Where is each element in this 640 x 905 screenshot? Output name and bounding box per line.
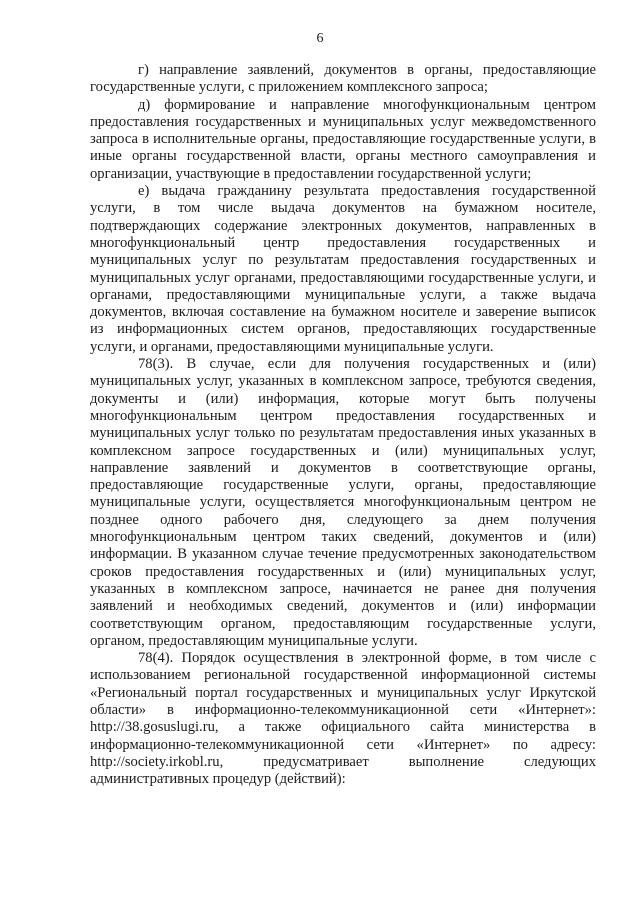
paragraph-78-4: 78(4). Порядок осуществления в электронной форме, в том числе с использованием региональной государственной информационной системы «Региональный портал государственных и муниципальных услуг Иркутской области» в информационно-телекоммуникационной сети «Интернет»: http://38.gosuslugi.ru, а также официального сайта министерства в информационно-телекоммуникационной сети «Интернет» по адресу: http://society.irkobl.ru, предусматривает выполнение следующих административных процедур (действий): [90,650,596,788]
paragraph-e: е) выдача гражданину результата предоставления государственной услуги, в том числе выдача документов на бумажном носителе, подтверждающих содержание электронных документов, направленных в многофункциональный центр предоставления государственных и муниципальных услуг по результатам предоставления государственных и муниципальных услуг органами, предоставляющими государственные услуги, и органами, предоставляющими муниципальные услуги, а также выдача документов, включая составление на бумажном носителе и заверение выписок из информационных систем органов, предоставляющих государственные услуги, и органами, предоставляющими муниципальные услуги. [90,183,596,355]
paragraph-d: д) формирование и направление многофункциональным центром предоставления государственных и муниципальных услуг межведомственного запроса в исполнительные органы, предоставляющие государственные услуги, в иные органы государственной власти, органы местного самоуправления и организации, участвующие в предоставлении государственной услуги; [90,96,596,182]
paragraph-78-3: 78(3). В случае, если для получения государственных и (или) муниципальных услуг, указанных в комплексном запросе, требуются сведения, документы и (или) информация, которые могут быть получены многофункциональным центром предоставления государственных и муниципальных услуг только по результатам предоставления иных указанных в комплексном запросе государственных и (или) муниципальных услуг, направление заявлений и документов в соответствующие органы, предоставляющие государственные услуги, органы, предоставляющие муниципальные услуги, осуществляется многофункциональным центром не позднее одного рабочего дня, следующего за днем получения многофункциональным центром таких сведений, документов и (или) информации. В указанном случае течение предусмотренных законодательством сроков предоставления государственных и (или) муниципальных услуг, указанных в комплексном запросе, начинается не ранее дня получения заявлений и необходимых сведений, документов и (или) информации соответствующим органом, предоставляющим государственные услуги, органом, предоставляющим муниципальные услуги. [90,356,596,649]
document-body [90,62,596,788]
page-number: 6 [316,31,324,46]
paragraph-g: г) направление заявлений, документов в органы, предоставляющие государственные услуги, с приложением комплексного запроса; [90,62,596,96]
